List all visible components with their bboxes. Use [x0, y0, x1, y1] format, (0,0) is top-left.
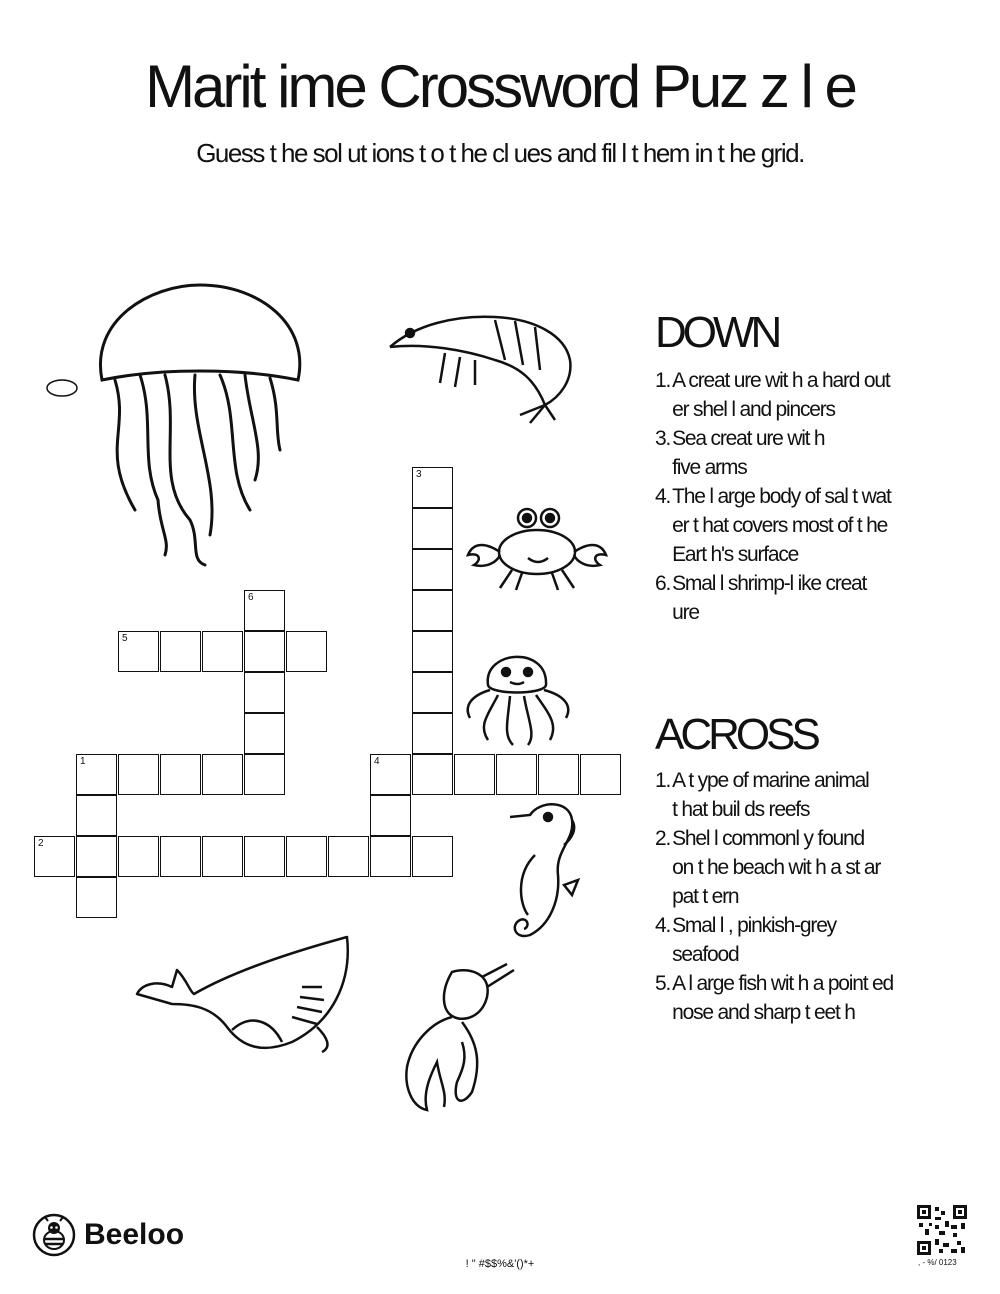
grid-cell[interactable]: [580, 754, 621, 795]
grid-cell[interactable]: [118, 836, 159, 877]
grid-cell[interactable]: [202, 754, 243, 795]
grid-cell[interactable]: [454, 754, 495, 795]
footer-code: ! " #$$%&'()*+: [465, 1258, 535, 1270]
grid-cell[interactable]: [412, 590, 453, 631]
grid-cell[interactable]: [34, 836, 75, 877]
grid-cell[interactable]: [412, 754, 453, 795]
clue-number-4: 4: [374, 756, 380, 767]
bee-logo-icon: [32, 1213, 76, 1257]
across-heading: ACROSS: [655, 710, 817, 759]
grid-cell[interactable]: [328, 836, 369, 877]
grid-cell[interactable]: [286, 631, 327, 672]
clue-item: [655, 824, 995, 911]
clue-item: [655, 569, 995, 627]
clue-item: [655, 911, 995, 969]
clue-num: 4.: [655, 485, 671, 508]
grid-cell[interactable]: [118, 754, 159, 795]
clue-num: 2.: [655, 827, 671, 850]
grid-cell[interactable]: [118, 631, 159, 672]
clue-item: [655, 482, 995, 569]
grid-cell[interactable]: [202, 631, 243, 672]
clue-item: [655, 424, 995, 482]
grid-cell[interactable]: [412, 713, 453, 754]
clue-text: Sea creat ure wit h five arms: [672, 427, 825, 479]
grid-cell[interactable]: [76, 877, 117, 918]
grid-cell[interactable]: [244, 754, 285, 795]
whale-icon: [132, 932, 357, 1057]
clue-number-3: 3: [416, 469, 422, 480]
grid-cell[interactable]: [244, 672, 285, 713]
clue-num: 1.: [655, 769, 671, 792]
clue-text: Smal l shrimp-l ike creat ure: [672, 572, 867, 624]
grid-cell[interactable]: [370, 836, 411, 877]
seahorse-icon: [500, 795, 585, 950]
lobster-icon: [392, 962, 517, 1112]
octopus-icon: [458, 640, 578, 750]
grid-cell[interactable]: [370, 754, 411, 795]
clue-text: A l arge fish wit h a point ed nose and sharp t eet h: [672, 972, 893, 1024]
clue-num: 4.: [655, 914, 671, 937]
grid-cell[interactable]: [160, 754, 201, 795]
page-title: Marit ime Crossword Puz z l e: [145, 53, 855, 120]
down-clues-section: [655, 308, 995, 627]
crab-icon: [462, 500, 612, 595]
grid-cell[interactable]: [76, 795, 117, 836]
grid-cell[interactable]: [412, 549, 453, 590]
grid-cell[interactable]: [412, 467, 453, 508]
clue-num: 3.: [655, 427, 671, 450]
clue-text: The l arge body of sal t wat er t hat covers most of t he Eart h's surface: [672, 485, 891, 566]
grid-cell[interactable]: [412, 631, 453, 672]
grid-cell[interactable]: [244, 836, 285, 877]
clue-text: Shel l commonl y found on t he beach wit h a st ar pat t ern: [672, 827, 881, 908]
grid-cell[interactable]: [370, 795, 411, 836]
grid-cell[interactable]: [286, 836, 327, 877]
grid-cell[interactable]: [76, 836, 117, 877]
clue-num: 5.: [655, 972, 671, 995]
clue-item: [655, 969, 995, 1027]
grid-cell[interactable]: [496, 754, 537, 795]
clue-text: Smal l , pinkish-grey seafood: [672, 914, 836, 966]
grid-cell[interactable]: [160, 836, 201, 877]
clue-item: [655, 766, 995, 824]
grid-cell[interactable]: [412, 836, 453, 877]
clue-num: 6.: [655, 572, 671, 595]
clue-text: A creat ure wit h a hard out er shel l and pincers: [672, 369, 890, 421]
page-subtitle: Guess t he sol ut ions t o t he cl ues and fil l t hem in t he grid.: [196, 138, 804, 168]
beeloo-logo[interactable]: [32, 1213, 184, 1257]
across-clue-list: [655, 766, 995, 1027]
clue-text: A t ype of marine animal t hat buil ds reefs: [672, 769, 869, 821]
clue-number-5: 5: [122, 633, 128, 644]
down-heading: DOWN: [655, 308, 779, 357]
clue-number-6: 6: [248, 592, 254, 603]
clue-item: [655, 366, 995, 424]
clue-number-2: 2: [38, 838, 44, 849]
clue-num: 1.: [655, 369, 671, 392]
shrimp-icon: [385, 305, 580, 425]
brand-name: Beeloo: [84, 1218, 185, 1251]
clue-number-1: 1: [80, 756, 86, 767]
across-clues-section: [655, 710, 995, 1027]
down-clue-list: [655, 366, 995, 627]
grid-cell[interactable]: [202, 836, 243, 877]
grid-cell[interactable]: [538, 754, 579, 795]
qr-code: [917, 1205, 967, 1255]
grid-cell[interactable]: [412, 672, 453, 713]
grid-cell[interactable]: [244, 713, 285, 754]
grid-cell[interactable]: [244, 590, 285, 631]
grid-cell[interactable]: [412, 508, 453, 549]
grid-cell[interactable]: [244, 631, 285, 672]
grid-cell[interactable]: [76, 754, 117, 795]
grid-cell[interactable]: [160, 631, 201, 672]
qr-caption: , - %/ 0123: [918, 1258, 957, 1267]
jellyfish-icon: [40, 280, 310, 580]
